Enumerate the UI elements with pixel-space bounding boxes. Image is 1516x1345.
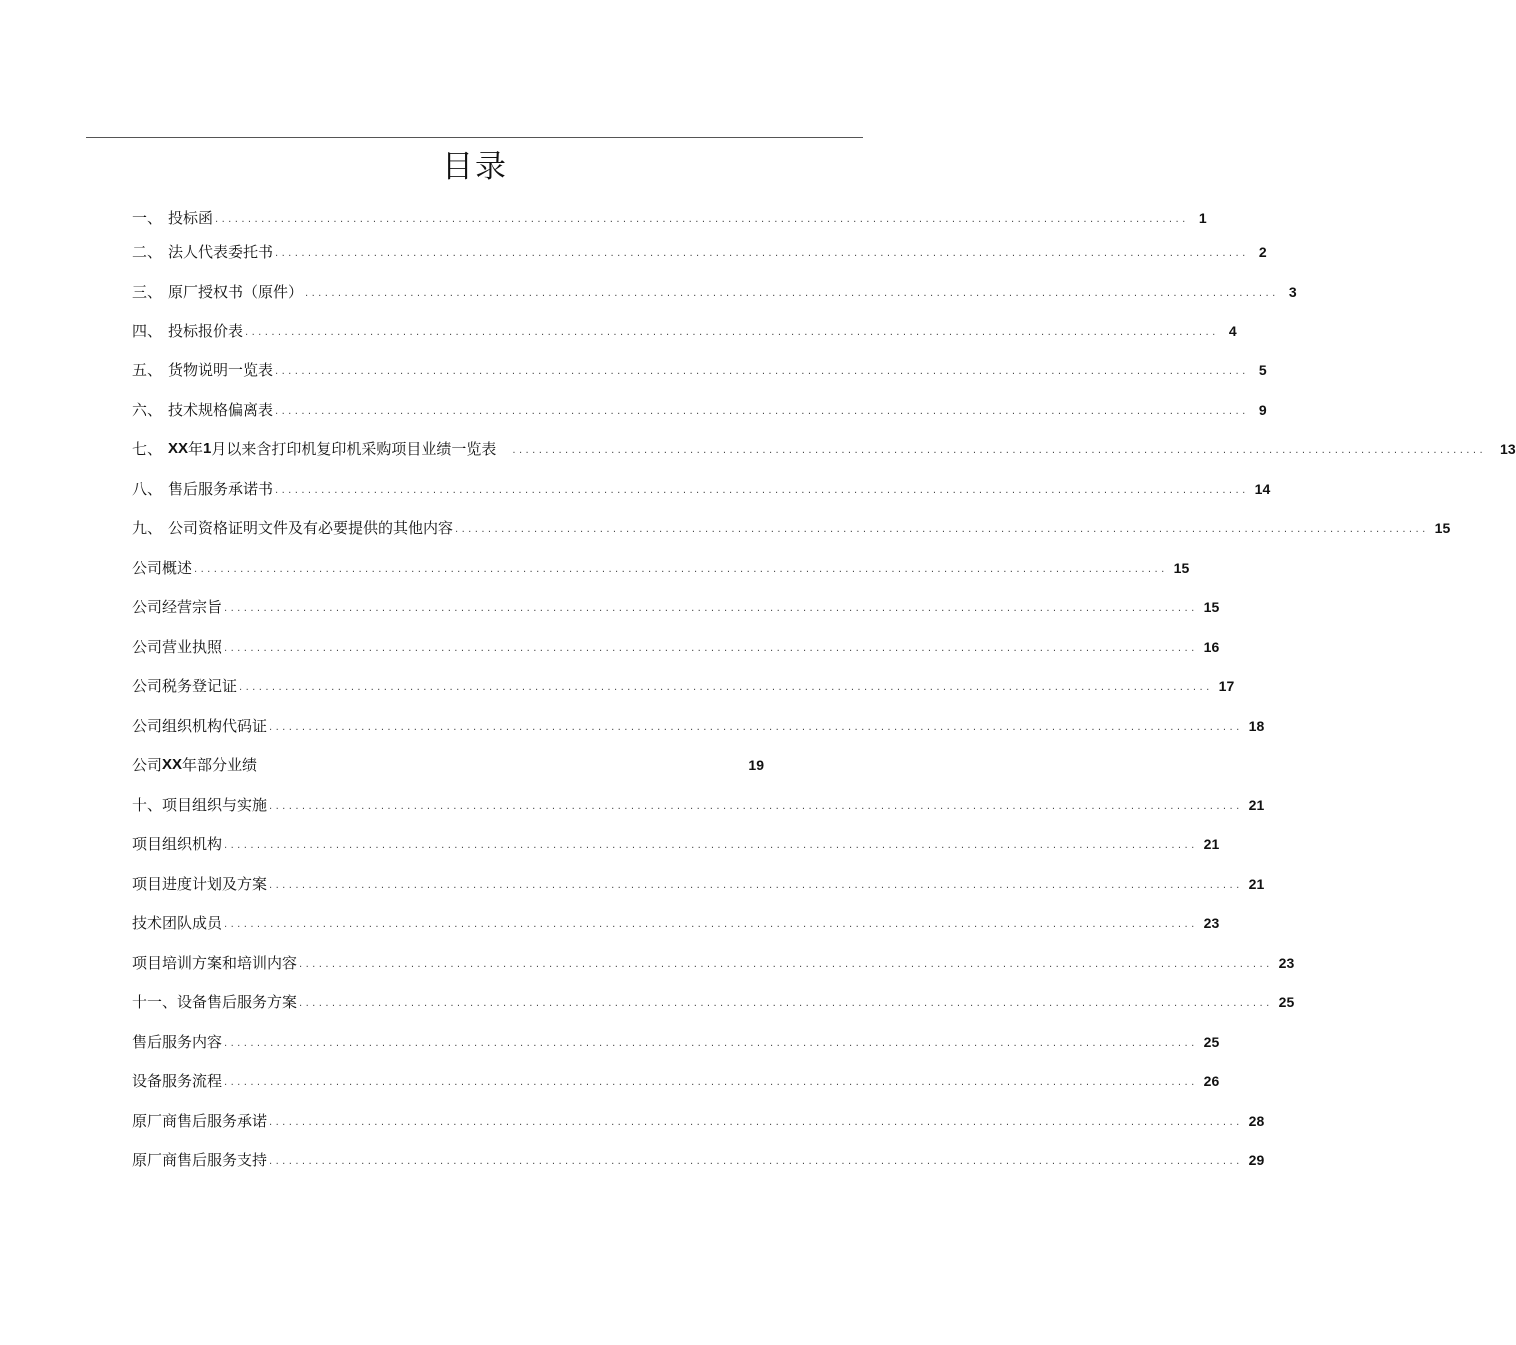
toc-entry-label: 售后服务内容 <box>132 1033 223 1051</box>
toc-entry-service-process[interactable] <box>132 1070 1220 1092</box>
toc-dot-leader: .................................................................................................................................................... <box>455 524 1429 535</box>
toc-dot-leader: .................................................................................................................................................... <box>224 1077 1198 1088</box>
toc-entry-number: 七、 <box>132 440 163 458</box>
toc-page-number: 2 <box>1258 244 1267 260</box>
toc-entry-label: 项目进度计划及方案 <box>132 875 268 893</box>
toc-entry-label: 原厂授权书（原件） <box>168 283 304 301</box>
toc-entry-label: 公司组织机构代码证 <box>132 717 268 735</box>
toc-page-number: 4 <box>1228 323 1237 339</box>
toc-entry-technical-deviation[interactable] <box>132 399 1267 421</box>
toc-entry-after-sales-content[interactable] <box>132 1031 1220 1053</box>
toc-entry-schedule-plan[interactable] <box>132 873 1265 895</box>
toc-entry-label: 项目培训方案和培训内容 <box>132 954 298 972</box>
toc-entry-manufacturer-commitment[interactable] <box>132 1110 1265 1132</box>
toc-page-number: 15 <box>1173 560 1190 576</box>
toc-entry-label: 公司概述 <box>132 559 193 577</box>
toc-entry-project-performance[interactable] <box>132 438 1516 460</box>
toc-entry-label: 原厂商售后服务承诺 <box>132 1112 268 1130</box>
toc-page-number: 18 <box>1248 718 1265 734</box>
toc-entry-label: 投标函 <box>168 209 214 227</box>
toc-entry-after-sales-commitment[interactable] <box>132 478 1271 500</box>
toc-entry-training-plan[interactable] <box>132 952 1295 974</box>
toc-entry-label: 项目组织机构 <box>132 835 223 853</box>
toc-dot-leader: .................................................................................................................................................... <box>275 366 1249 377</box>
toc-entry-technical-team[interactable] <box>132 912 1220 934</box>
toc-entry-manufacturer-support[interactable] <box>132 1149 1265 1171</box>
toc-page-number: 16 <box>1203 639 1220 655</box>
toc-entry-after-sales-plan[interactable] <box>132 991 1295 1013</box>
toc-entry-label: 十一、设备售后服务方案 <box>132 993 298 1011</box>
toc-entry-number: 一、 <box>132 209 163 227</box>
toc-entry-number: 五、 <box>132 361 163 379</box>
toc-page-number: 17 <box>1218 678 1235 694</box>
toc-dot-leader: .................................................................................................................................................... <box>269 1156 1243 1167</box>
toc-entry-label-part: 1 <box>203 440 212 457</box>
toc-page-number: 23 <box>1203 915 1220 931</box>
toc-entry-number: 八、 <box>132 480 163 498</box>
toc-dot-leader: .................................................................................................................................................... <box>224 1038 1198 1049</box>
toc-page-number: 5 <box>1258 362 1267 378</box>
toc-entry-label-part: XX <box>168 440 189 457</box>
toc-entry-power-of-attorney[interactable] <box>132 241 1267 263</box>
toc-dot-leader: .................................................................................................................................................... <box>245 327 1219 338</box>
toc-page-number: 9 <box>1258 402 1267 418</box>
toc-dot-leader: .................................................................................................................................................... <box>269 801 1243 812</box>
toc-page-number: 13 <box>1500 441 1516 457</box>
toc-page-number: 3 <box>1288 284 1297 300</box>
toc-entry-label: 投标报价表 <box>168 322 244 340</box>
toc-dot-leader: .................................................................................................................................................... <box>194 564 1168 575</box>
toc-entry-label: 公司资格证明文件及有必要提供的其他内容 <box>168 519 454 537</box>
toc-entry-company-overview[interactable] <box>132 557 1190 579</box>
toc-entry-bid-price-form[interactable] <box>132 320 1237 342</box>
toc-entry-number: 三、 <box>132 283 163 301</box>
toc-entry-partial-performance[interactable] <box>132 754 764 776</box>
toc-entry-label-part: 年 <box>188 440 204 458</box>
toc-page-number: 25 <box>1278 994 1295 1010</box>
toc-entry-label-part: 月以来含打印机复印机采购项目业绩一览表 <box>211 440 497 458</box>
toc-entry-number: 九、 <box>132 519 163 537</box>
toc-entry-goods-description[interactable] <box>132 359 1267 381</box>
toc-entry-label: 法人代表委托书 <box>168 243 274 261</box>
toc-entry-label: 原厂商售后服务支持 <box>132 1151 268 1169</box>
toc-dot-leader: .................................................................................................................................................... <box>224 603 1198 614</box>
toc-dot-leader: .................................................................................................................................................... <box>224 919 1198 930</box>
toc-entry-tender-letter[interactable] <box>132 207 1207 229</box>
toc-entry-number: 二、 <box>132 243 163 261</box>
toc-dot-leader: .................................................................................................................................................... <box>275 485 1249 496</box>
toc-entry-label: 技术团队成员 <box>132 914 223 932</box>
toc-dot-leader: .................................................................................................................................................... <box>305 288 1279 299</box>
toc-page-number: 23 <box>1278 955 1295 971</box>
toc-page-number: 28 <box>1248 1113 1265 1129</box>
toc-dot-leader: .................................................................................................................................................... <box>269 722 1243 733</box>
toc-dot-leader: .................................................................................................................................................... <box>224 643 1198 654</box>
toc-page-number: 26 <box>1203 1073 1220 1089</box>
toc-page-number: 25 <box>1203 1034 1220 1050</box>
toc-entry-organization-code[interactable] <box>132 715 1265 737</box>
toc-entry-label: 十、项目组织与实施 <box>132 796 268 814</box>
toc-dot-leader: .................................................................................................................................................... <box>275 406 1249 417</box>
toc-dot-leader: .................................................................................................................................................... <box>512 445 1487 456</box>
toc-dot-leader: .................................................................................................................................................... <box>239 682 1213 693</box>
toc-entry-label-part: XX <box>162 756 183 773</box>
toc-dot-leader: .................................................................................................................................................... <box>299 998 1273 1009</box>
toc-dot-leader: .................................................................................................................................................... <box>224 840 1198 851</box>
toc-entry-label-part: 年部分业绩 <box>182 756 258 774</box>
toc-page-number: 21 <box>1248 797 1265 813</box>
toc-entry-label: 货物说明一览表 <box>168 361 274 379</box>
toc-entry-project-organization[interactable] <box>132 833 1220 855</box>
toc-entry-label: 公司经营宗旨 <box>132 598 223 616</box>
toc-page-number: 21 <box>1248 876 1265 892</box>
toc-entry-label: 售后服务承诺书 <box>168 480 274 498</box>
toc-entry-number: 四、 <box>132 322 163 340</box>
toc-dot-leader: .................................................................................................................................................... <box>269 1117 1243 1128</box>
page-title: 目录 <box>442 149 508 185</box>
toc-entry-manufacturer-authorization[interactable] <box>132 281 1297 303</box>
toc-dot-leader: .................................................................................................................................................... <box>269 880 1243 891</box>
toc-entry-label: 公司税务登记证 <box>132 677 238 695</box>
toc-entry-label-part: 公司 <box>132 756 163 774</box>
toc-entry-label: 公司营业执照 <box>132 638 223 656</box>
toc-dot-leader: .................................................................................................................................................... <box>215 214 1189 225</box>
toc-page-number: 19 <box>748 757 764 773</box>
toc-dot-leader: .................................................................................................................................................... <box>275 248 1249 259</box>
toc-entry-number: 六、 <box>132 401 163 419</box>
toc-dot-leader: .................................................................................................................................................... <box>299 959 1273 970</box>
toc-entry-label: 技术规格偏离表 <box>168 401 274 419</box>
toc-page-number: 21 <box>1203 836 1220 852</box>
toc-page-number: 29 <box>1248 1152 1265 1168</box>
toc-entry-company-mission[interactable] <box>132 596 1220 618</box>
toc-entry-tax-registration[interactable] <box>132 675 1235 697</box>
toc-page-number: 14 <box>1254 481 1271 497</box>
toc-page-number: 15 <box>1434 520 1451 536</box>
toc-entry-project-implementation[interactable] <box>132 794 1265 816</box>
toc-page-number: 1 <box>1198 210 1207 226</box>
toc-entry-business-license[interactable] <box>132 636 1220 658</box>
toc-entry-label: 设备服务流程 <box>132 1072 223 1090</box>
toc-page-number: 15 <box>1203 599 1220 615</box>
toc-entry-company-qualifications[interactable] <box>132 517 1451 539</box>
